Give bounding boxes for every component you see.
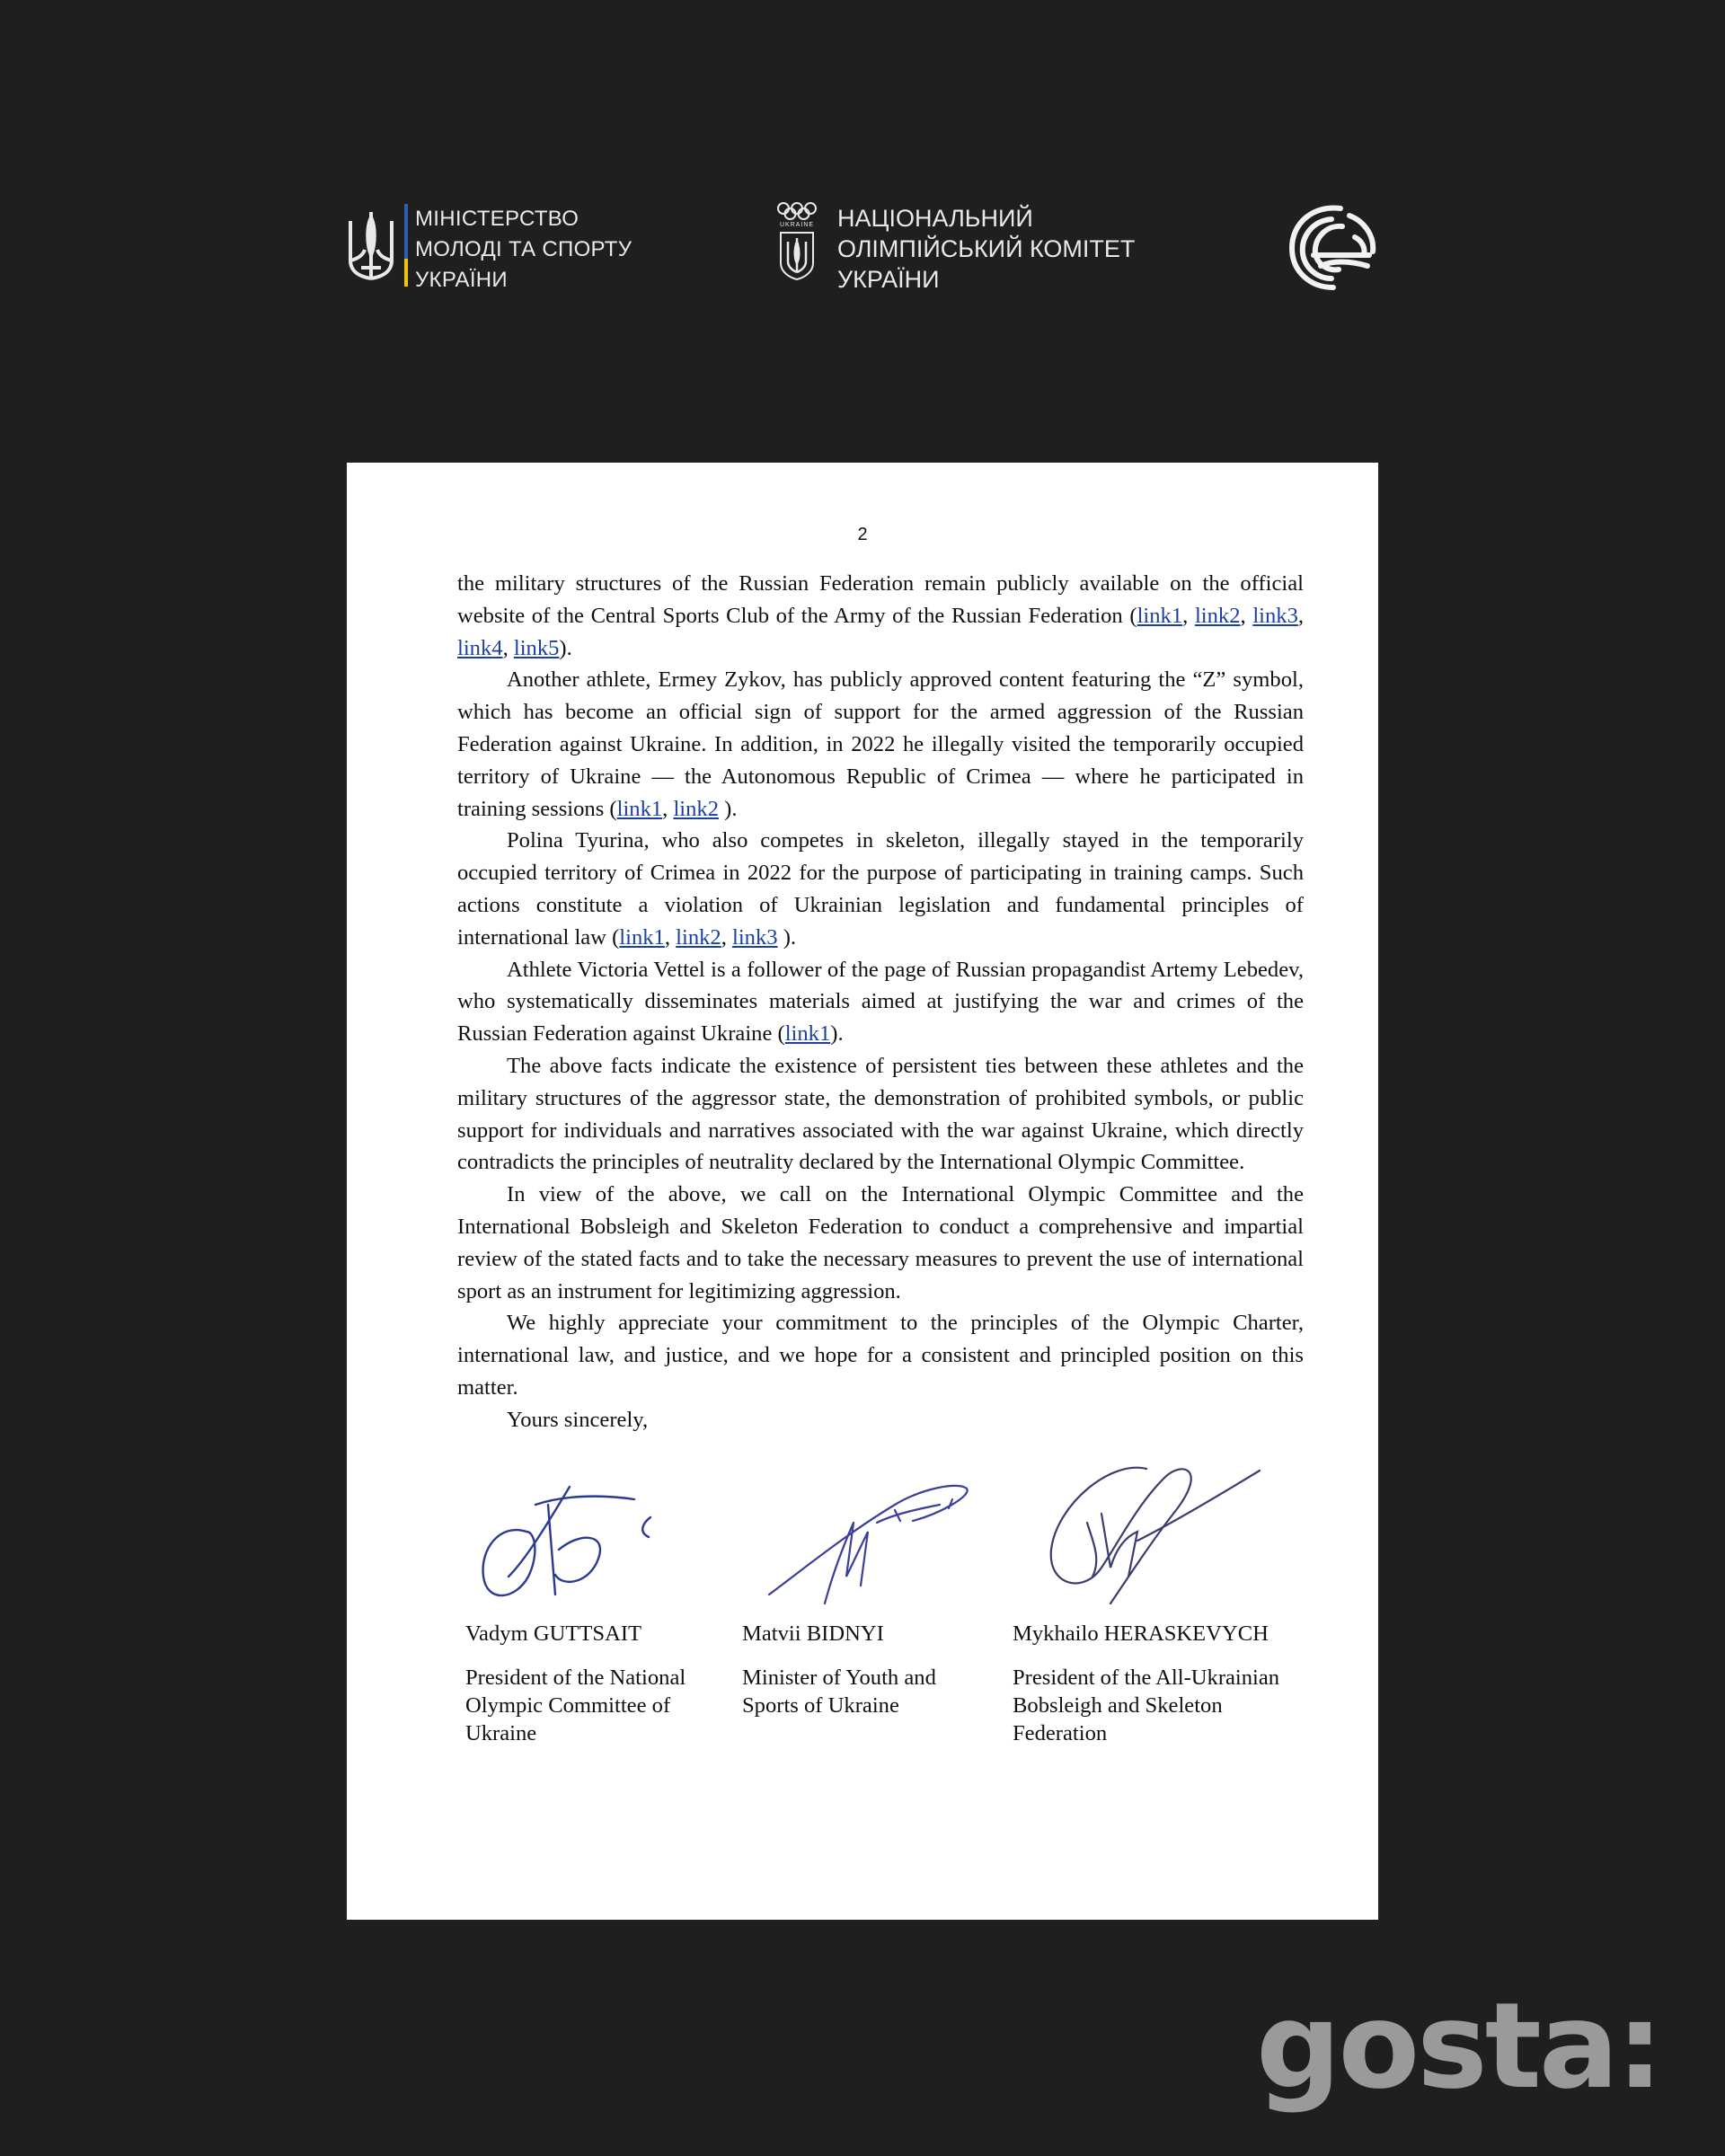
signatory-3-role-line-1: President of the All-Ukrainian — [1013, 1666, 1280, 1690]
ministry-line-1: МІНІСТЕРСТВО — [415, 207, 579, 231]
signatory-1-role-line-3: Ukraine — [465, 1721, 537, 1745]
paragraph-4 — [457, 954, 1304, 1050]
trident-icon — [347, 208, 395, 286]
link-p4-1[interactable]: link1 — [784, 1021, 831, 1047]
paragraph-5: The above facts indicate the existence of persistent ties between these athletes and the military structures of the aggressor state, the demonstration of prohibited symbols, or public support for individuals and narratives associated with the war against Ukraine, which directly contradicts the principles of neutrality declared by the International Olympic Committee. — [457, 1053, 1304, 1175]
link-p2-1[interactable]: link1 — [616, 796, 663, 821]
link-p2-2[interactable]: link2 — [673, 796, 720, 821]
paragraph-3-text: Polina Tyurina, who also competes in skeleton, illegally stayed in the temporarily occupied territory of Crimea in 2022 for the purpose of participating in training camps. Such actions constitute a violation of Ukrainian legislation and fundamental principles of international law ( — [457, 828, 1304, 950]
signatory-2-role — [742, 1664, 936, 1719]
paragraph-3: Polina Tyurina, who also competes in skeleton, illegally stayed in the temporarily occupied territory of Crimea in 2022 for the purpose of participating in training camps. Such actions constitute a violation of Ukrainian legislation and fundamental principles of international law (link1, link2, link3 ). — [457, 828, 1304, 950]
signatory-1-role — [465, 1664, 686, 1747]
paragraph-3-end: ). — [777, 924, 797, 950]
signatory-1-role-line-1: President of the National — [465, 1666, 686, 1690]
signatory-3-name: Mykhailo HERASKEVYCH — [1013, 1621, 1269, 1646]
signatory-2-role-line-1: Minister of Youth and — [742, 1666, 936, 1690]
paragraph-1: the military structures of the Russian Federation remain publicly available on the official website of the Central Sports Club of the Army of the Russian Federation (link1, link2, link3, link4, link5). — [457, 571, 1305, 660]
paragraph-4-end: ). — [830, 1021, 844, 1047]
signatory-3-role — [1013, 1664, 1279, 1747]
paragraph-2-text: Another athlete, Ermey Zykov, has publicly approved content featuring the “Z” symbol, which has become an official sign of support for the armed aggression of the Russian Federation against Ukraine. In addition, in 2022 he illegally visited the temporarily occupied territory of Ukraine — the Autonomous Republic of Crimea — where he participated in training sessions ( — [457, 667, 1304, 821]
link-p1-3[interactable]: link3 — [1252, 603, 1298, 628]
noc-small-label: UKRAINE — [779, 222, 815, 228]
signatory-3-role-line-3: Federation — [1013, 1721, 1108, 1745]
signatory-1-role-line-2: Olympic Committee of — [465, 1693, 671, 1718]
paragraph-6: In view of the above, we call on the International Olympic Committee and the International Bobsleigh and Skeleton Federation to conduct a comprehensive and impartial review of the stated facts and to take the necessary measures to prevent the use of international sport as an instrument for legitimizing aggression. — [457, 1182, 1304, 1303]
bobsleigh-federation-logo-icon — [1287, 201, 1378, 293]
noc-line-3: УКРАЇНИ — [837, 266, 940, 293]
paragraph-1-text: the military structures of the Russian Federation remain publicly available on the official website of the Central Sports Club of the Army of the Russian Federation ( — [457, 571, 1304, 628]
signatory-2-name: Matvii BIDNYI — [742, 1621, 884, 1646]
shield-trident-icon — [779, 231, 815, 281]
letter-body — [457, 568, 1304, 1436]
signature-guttsait — [473, 1469, 670, 1613]
signatory-3 — [1013, 1620, 1279, 1747]
paragraph-2-end: ). — [719, 796, 738, 821]
closing: Yours sincerely, — [507, 1407, 649, 1432]
link-p1-5[interactable]: link5 — [513, 635, 560, 660]
paragraph-2: Another athlete, Ermey Zykov, has publicly approved content featuring the “Z” symbol, which has become an official sign of support for the armed aggression of the Russian Federation against Ukraine. In addition, in 2022 he illegally visited the temporarily occupied territory of Ukraine — the Autonomous Republic of Crimea — where he participated in training sessions (link1, link2 ). — [457, 667, 1304, 821]
signature-heraskevych — [1039, 1451, 1263, 1613]
signatory-3-role-line-2: Bobsleigh and Skeleton — [1013, 1693, 1223, 1718]
paragraph-7: We highly appreciate your commitment to the principles of the Olympic Charter, international law, and justice, and we hope for a consistent and principled position on this matter. — [457, 1311, 1304, 1400]
signatory-1-name: Vadym GUTTSAIT — [465, 1621, 642, 1646]
noc-line-2: ОЛІМПІЙСЬКИЙ КОМІТЕТ — [837, 235, 1136, 262]
flag-bars — [404, 204, 408, 287]
link-p1-2[interactable]: link2 — [1194, 603, 1241, 628]
noc-line-1: НАЦІОНАЛЬНИЙ — [837, 205, 1033, 232]
letter-page — [347, 463, 1378, 1920]
ministry-line-2: МОЛОДІ ТА СПОРТУ — [415, 237, 632, 261]
page-number: 2 — [857, 525, 868, 544]
link-p3-3[interactable]: link3 — [732, 924, 778, 950]
paragraph-4-text: Athlete Victoria Vettel is a follower of the page of Russian propagandist Artemy Lebedev, who systematically disseminates materials aimed at justifying the war and crimes of the Russian Federation against Ukraine ( — [457, 957, 1304, 1047]
gosta-watermark: gosta: — [1256, 1977, 1661, 2116]
signatory-2 — [742, 1620, 936, 1719]
olympic-rings-icon — [776, 201, 818, 221]
link-p1-1[interactable]: link1 — [1137, 603, 1183, 628]
noc-logo — [774, 201, 1135, 295]
ministry-line-3: УКРАЇНИ — [415, 268, 508, 292]
noc-name — [837, 203, 1135, 295]
ministry-logo — [347, 204, 632, 296]
link-p3-1[interactable]: link1 — [619, 924, 665, 950]
link-p1-4[interactable]: link4 — [457, 635, 503, 660]
signatory-1 — [465, 1620, 686, 1747]
ministry-name — [415, 204, 632, 296]
signature-bidnyi — [760, 1469, 976, 1613]
paragraph-1-end: ). — [559, 635, 572, 660]
noc-emblem — [774, 201, 819, 289]
signatory-2-role-line-2: Sports of Ukraine — [742, 1693, 899, 1718]
link-p3-2[interactable]: link2 — [676, 924, 721, 950]
